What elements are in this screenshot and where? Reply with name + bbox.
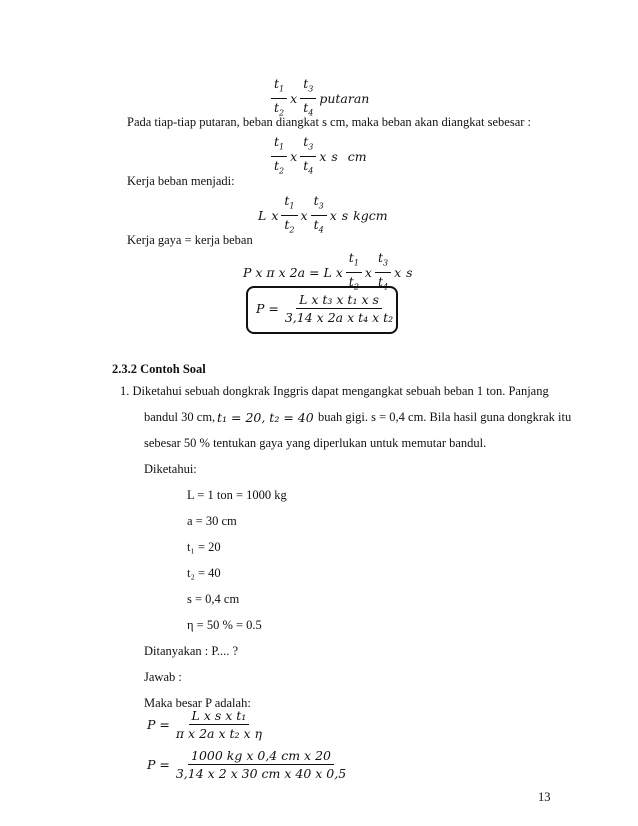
given-s: s = 0,4 cm xyxy=(187,592,240,606)
paragraph-per-turn: Pada tiap-tiap putaran, beban diangkat s cm, maka beban akan diangkat sebesar : xyxy=(127,115,532,129)
paragraph-work-load: Kerja beban menjadi: xyxy=(127,174,235,188)
question-line-2b: t₁ = 20, t₂ = 40 xyxy=(217,410,314,425)
question-line-2c: buah gigi. s = 0,4 cm. Bila hasil guna dongkrak itu xyxy=(318,410,572,424)
section-heading: 2.3.2 Contoh Soal xyxy=(112,362,206,376)
equation-work-load: L x $\frac{t_1}{t_2}$ x $\frac{t_3}{t_4}$ x s kgcm xyxy=(258,193,388,234)
equation-force-general: P = $\frac{\text{L x s x t₁}}{\text{π x 2a x t₂ x η}}$ xyxy=(147,708,262,741)
equation-force-boxed: P = $\frac{\text{L x t₃ x t₁ x s}}{\text{3,14 x 2a x t₄ x t₂}}$ xyxy=(256,292,394,325)
paragraph-work-equal: Kerja gaya = kerja beban xyxy=(127,233,253,247)
question-line-1: 1. Diketahui sebuah dongkrak Inggris dapat mengangkat sebuah beban 1 ton. Panjang xyxy=(120,384,549,398)
given-a: a = 30 cm xyxy=(187,514,237,528)
maka-label: Maka besar P adalah: xyxy=(144,696,251,710)
diketahui-label: Diketahui: xyxy=(144,462,197,476)
equation-turns: $\frac{t_1}{t_2}$ x $\frac{t_3}{t_4}$ putaran xyxy=(268,76,369,120)
jawab-label: Jawab : xyxy=(144,670,182,684)
equation-work-balance: P x π x 2a = L x $\frac{t_1}{t_2}$ x $\frac{t_3}{t_4}$ x s xyxy=(243,250,413,291)
ditanyakan-label: Ditanyakan : P.... ? xyxy=(144,644,239,658)
equation-force-substituted: P = $\frac{\text{1000 kg x 0,4 cm x 20}}{\text{3,14 x 2 x 30 cm x 40 x 0,5}}$ xyxy=(147,748,347,781)
given-t1: t₁ = 20 xyxy=(187,540,221,554)
given-t2: t₂ = 40 xyxy=(187,566,221,580)
equation-lift-distance: $\frac{t_1}{t_2}$ x $\frac{t_3}{t_4}$ x s cm xyxy=(268,134,367,178)
question-line-3: sebesar 50 % tentukan gaya yang diperlukan untuk memutar bandul. xyxy=(144,436,487,450)
question-line-2a: bandul 30 cm, xyxy=(144,410,216,424)
given-eta: η = 50 % = 0.5 xyxy=(187,618,262,632)
given-L: L = 1 ton = 1000 kg xyxy=(187,488,287,502)
page-number: 13 xyxy=(538,790,551,804)
